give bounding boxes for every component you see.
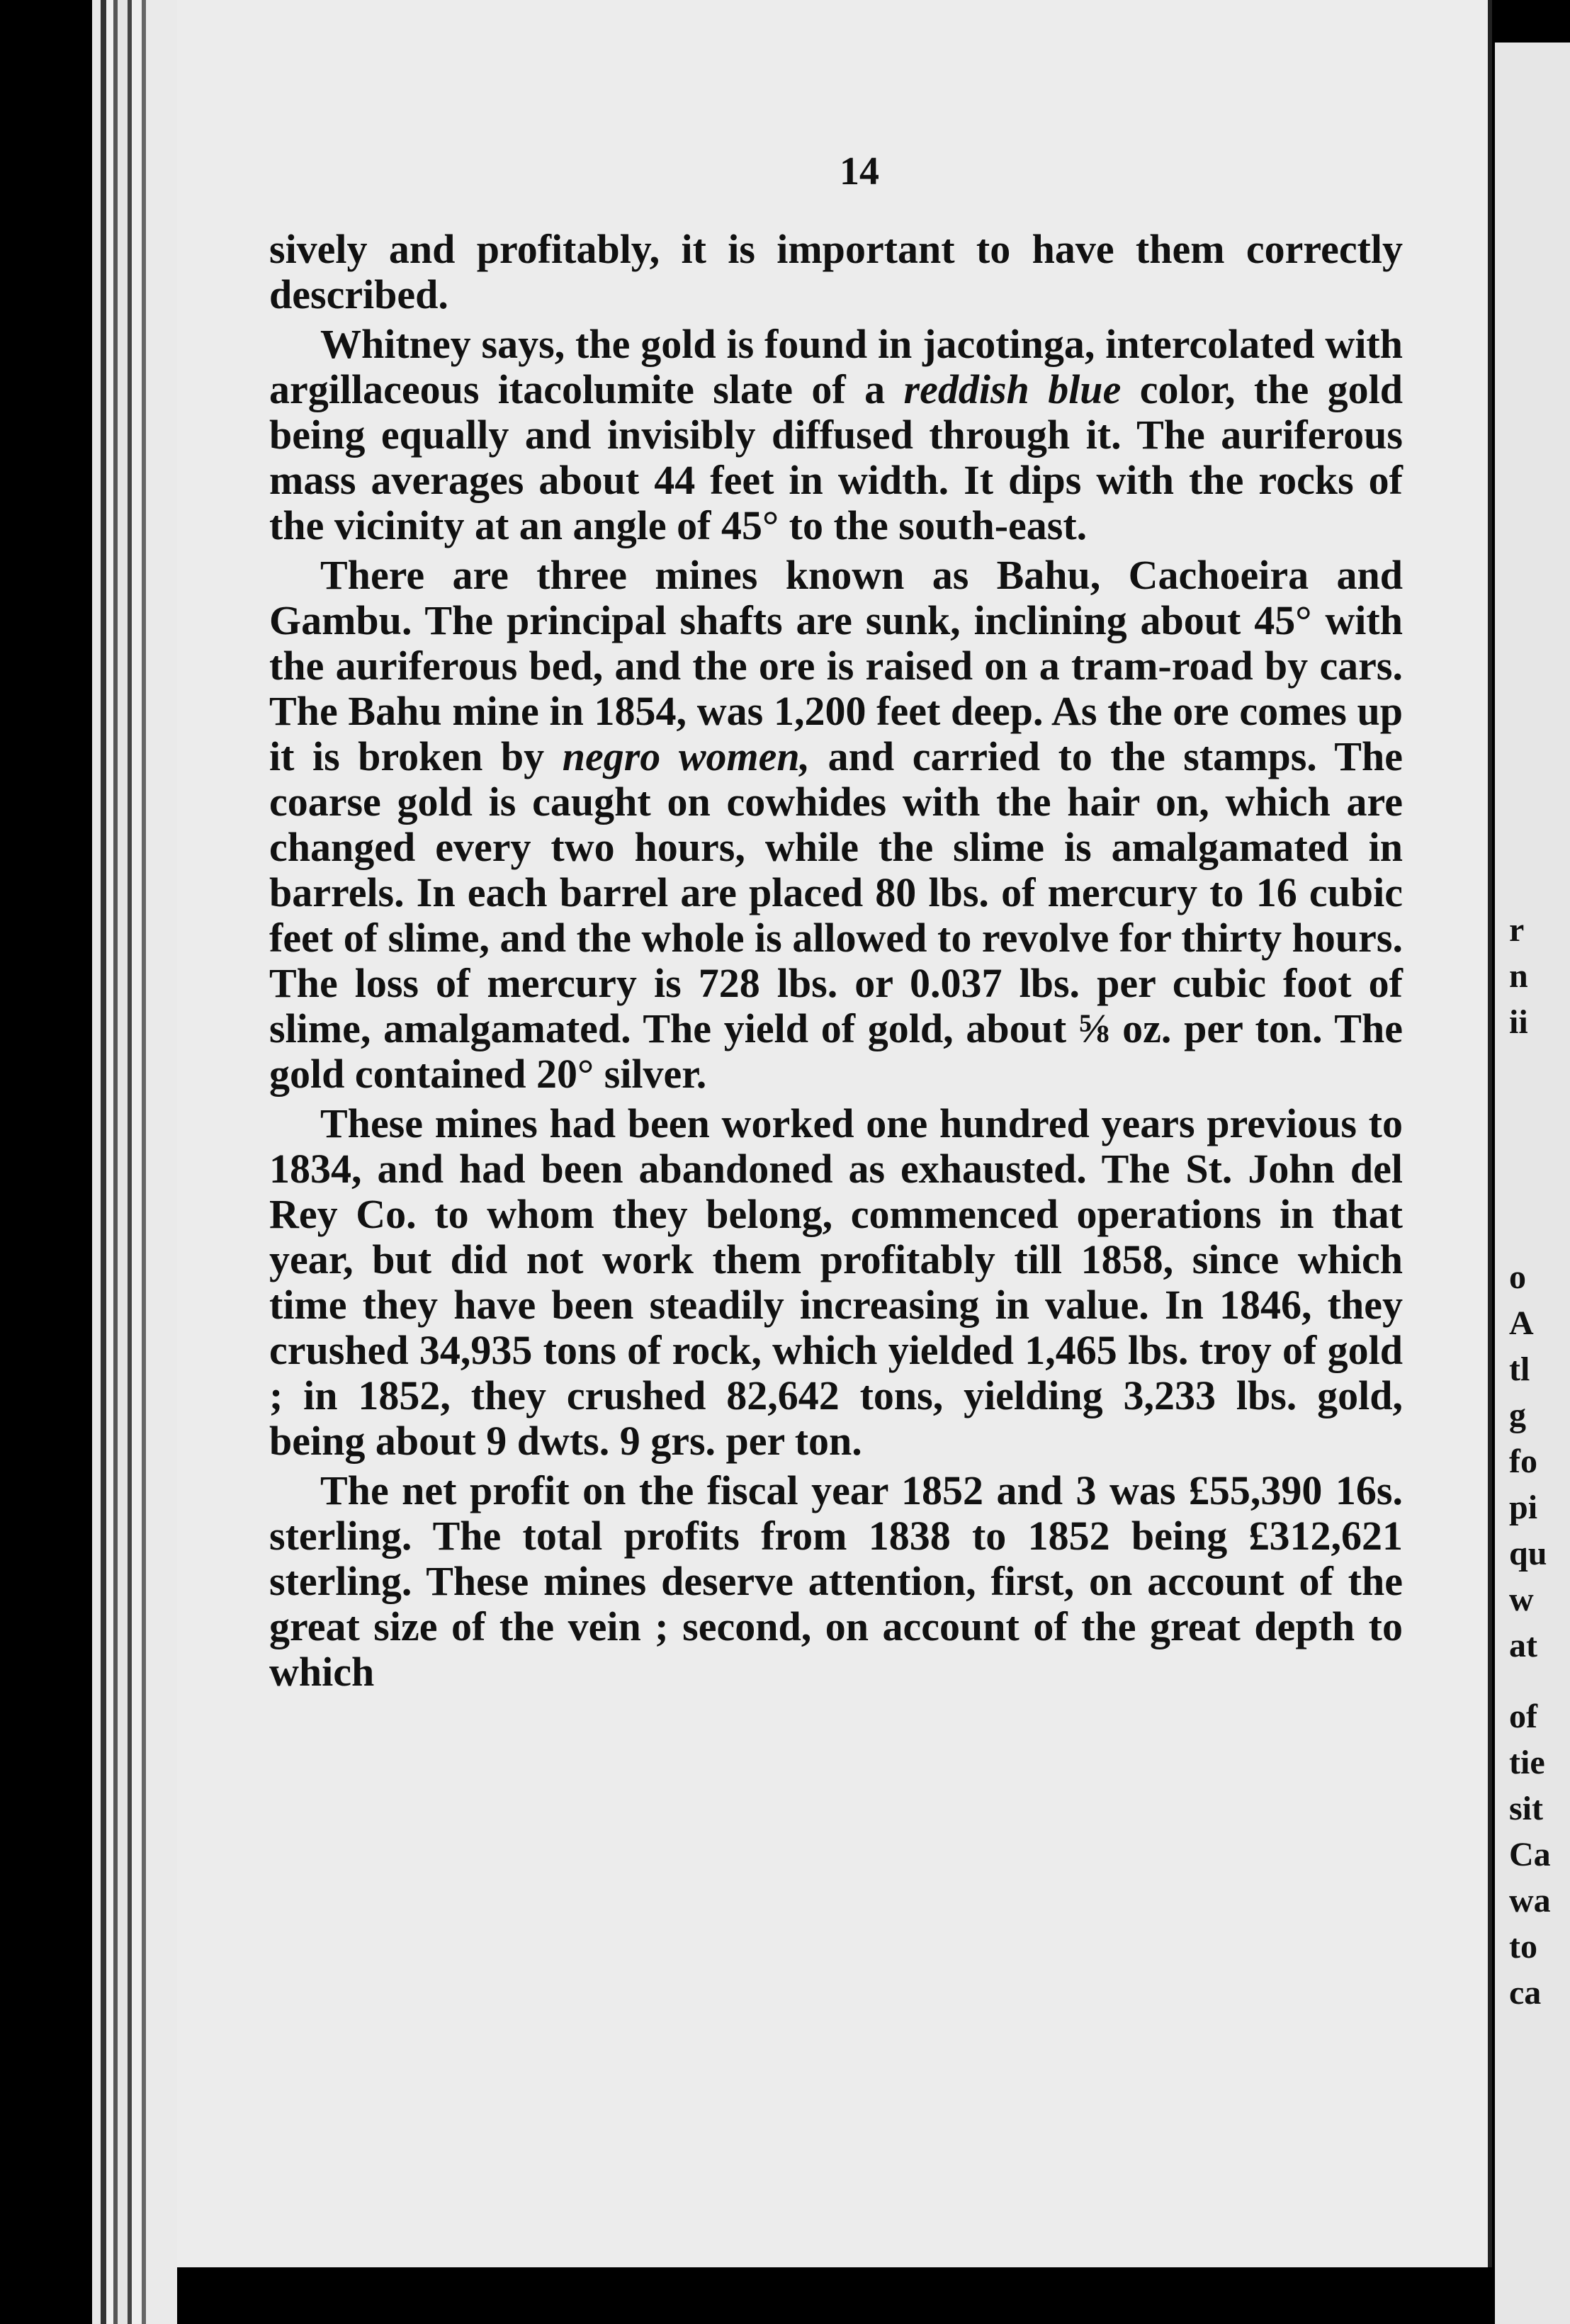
adjacent-page-word: o [1509,1258,1526,1296]
adjacent-page-word: sit [1509,1790,1543,1827]
paragraph: The net profit on the fiscal year 1852 and 3 was £55,390 16s. sterling. The total profits from 1838 to 1852 being £312,621 sterling. These mines deserve attention, first, on account of the great size of the vein ; second, on account of the great depth to which [269,1467,1403,1695]
adjacent-page-word: wa [1509,1882,1551,1919]
paragraph: These mines had been worked one hundred years previous to 1834, and had been abandoned as exhausted. The St. John del Rey Co. to whom they belong, commenced operations in that year, but did not work them profitably till 1858, since which time they have been steadily increasing in value. In 1846, they crushed 34,935 tons of rock, which yielded 1,465 lbs. troy of gold ; in 1852, they crushed 82,642 tons, yielding 3,233 lbs. gold, being about 9 dwts. 9 grs. per ton. [269,1100,1403,1464]
paragraph-text: and carried to the stamps. The coarse gold is caught on cowhides with the hair on, which are changed every two hours, while the slime is amalgamated in barrels. In each barrel are placed 80 lbs. of mercury to 16 cubic feet of slime, and the whole is allowed to revolve for thirty hours. The loss of mercury is 728 lbs. or 0.037 lbs. per cubic foot of slime, amalgamated. The yield of gold, about ⅝ oz. per ton. The gold contained 20° silver. [269,733,1403,1097]
adjacent-page-word: g [1509,1397,1526,1434]
adjacent-page-word: w [1509,1581,1534,1618]
page-number: 14 [840,150,879,193]
adjacent-page-word: pi [1509,1489,1538,1526]
paragraph [269,553,1403,1097]
adjacent-page-word: at [1509,1627,1537,1664]
italic-phrase: negro women, [562,733,811,779]
adjacent-page-word: fo [1509,1443,1537,1480]
adjacent-page-word: r [1509,911,1525,949]
adjacent-page-word: qu [1509,1535,1547,1572]
italic-phrase: reddish blue [903,366,1122,412]
paragraph-text: There are three mines known as Bahu, Cachoeira and Gambu. The principal shafts are sunk, inclining about 45° with the auriferous bed, and the ore is raised on a tram-road by cars. The Bahu mine in 1854, was 1,200 feet deep. As the ore comes up it is broken by [269,552,1403,779]
adjacent-page-word: n [1509,957,1528,995]
paragraph-text: Whitney says, the gold is found in jacotinga, intercolated with argillaceous itacolumite slate of a [269,321,1403,412]
paragraph-text: color, the gold being equally and invisibly diffused through it. The auriferous mass averages about 44 feet in width. It dips with the rocks of the vicinity at an angle of 45° to the south-east. [269,366,1403,548]
adjacent-page-word: ii [1509,1003,1528,1041]
adjacent-page-word: Ca [1509,1836,1551,1873]
paragraph [269,322,1403,548]
book-binding-edge [0,0,177,2324]
adjacent-page-word: to [1509,1928,1537,1965]
paragraph: sively and profitably, it is important to have them correctly described. [269,226,1403,317]
adjacent-page-fragment [1495,43,1570,2324]
body-text [269,227,1403,1699]
adjacent-page-word: of [1509,1698,1537,1735]
adjacent-page-word: tie [1509,1744,1545,1781]
adjacent-page-word: tl [1509,1350,1530,1388]
adjacent-page-word: A [1509,1304,1534,1342]
adjacent-page-word: ca [1509,1974,1542,2012]
